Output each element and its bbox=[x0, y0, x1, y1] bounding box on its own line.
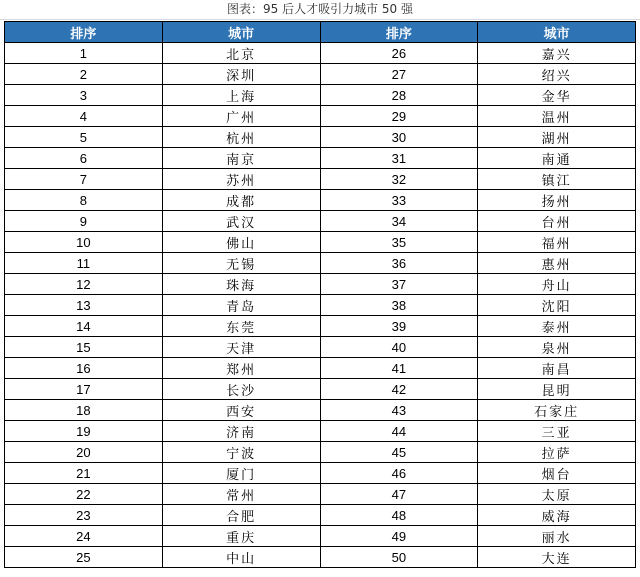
table-row bbox=[5, 295, 636, 316]
rank-cell: 41 bbox=[320, 358, 478, 379]
city-cell: 南昌 bbox=[478, 358, 636, 379]
rank-cell: 4 bbox=[5, 106, 163, 127]
rank-cell: 39 bbox=[320, 316, 478, 337]
city-cell: 杭州 bbox=[162, 127, 320, 148]
rank-cell: 43 bbox=[320, 400, 478, 421]
table-row bbox=[5, 253, 636, 274]
rank-cell: 17 bbox=[5, 379, 163, 400]
city-cell: 惠州 bbox=[478, 253, 636, 274]
table-row bbox=[5, 64, 636, 85]
rank-cell: 7 bbox=[5, 169, 163, 190]
rank-cell: 47 bbox=[320, 484, 478, 505]
rank-cell: 2 bbox=[5, 64, 163, 85]
table-row bbox=[5, 463, 636, 484]
table-body bbox=[5, 43, 636, 568]
city-cell: 泉州 bbox=[478, 337, 636, 358]
rank-cell: 34 bbox=[320, 211, 478, 232]
table-row bbox=[5, 106, 636, 127]
rank-cell: 22 bbox=[5, 484, 163, 505]
city-cell: 嘉兴 bbox=[478, 43, 636, 64]
rank-cell: 20 bbox=[5, 442, 163, 463]
rank-cell: 50 bbox=[320, 547, 478, 568]
table-row bbox=[5, 127, 636, 148]
rank-cell: 33 bbox=[320, 190, 478, 211]
rank-cell: 16 bbox=[5, 358, 163, 379]
rank-cell: 29 bbox=[320, 106, 478, 127]
rank-cell: 49 bbox=[320, 526, 478, 547]
table-row bbox=[5, 190, 636, 211]
table-row bbox=[5, 526, 636, 547]
city-cell: 昆明 bbox=[478, 379, 636, 400]
city-cell: 烟台 bbox=[478, 463, 636, 484]
city-cell: 常州 bbox=[162, 484, 320, 505]
city-cell: 舟山 bbox=[478, 274, 636, 295]
table-row bbox=[5, 379, 636, 400]
city-cell: 长沙 bbox=[162, 379, 320, 400]
table-row bbox=[5, 400, 636, 421]
table-caption: 图表：95 后人才吸引力城市 50 强 bbox=[0, 0, 640, 20]
city-cell: 无锡 bbox=[162, 253, 320, 274]
city-cell: 成都 bbox=[162, 190, 320, 211]
city-cell: 苏州 bbox=[162, 169, 320, 190]
rank-cell: 18 bbox=[5, 400, 163, 421]
rank-cell: 44 bbox=[320, 421, 478, 442]
rank-cell: 42 bbox=[320, 379, 478, 400]
rank-cell: 32 bbox=[320, 169, 478, 190]
city-cell: 拉萨 bbox=[478, 442, 636, 463]
city-cell: 湖州 bbox=[478, 127, 636, 148]
table-row bbox=[5, 43, 636, 64]
table-row bbox=[5, 211, 636, 232]
rank-cell: 46 bbox=[320, 463, 478, 484]
rank-cell: 21 bbox=[5, 463, 163, 484]
rank-cell: 6 bbox=[5, 148, 163, 169]
city-cell: 南京 bbox=[162, 148, 320, 169]
city-cell: 北京 bbox=[162, 43, 320, 64]
city-cell: 大连 bbox=[478, 547, 636, 568]
rank-cell: 15 bbox=[5, 337, 163, 358]
city-cell: 上海 bbox=[162, 85, 320, 106]
city-cell: 威海 bbox=[478, 505, 636, 526]
rank-cell: 13 bbox=[5, 295, 163, 316]
rank-cell: 40 bbox=[320, 337, 478, 358]
city-cell: 济南 bbox=[162, 421, 320, 442]
header-rank-right: 排序 bbox=[320, 22, 478, 43]
city-cell: 合肥 bbox=[162, 505, 320, 526]
city-cell: 石家庄 bbox=[478, 400, 636, 421]
rank-cell: 1 bbox=[5, 43, 163, 64]
rank-cell: 24 bbox=[5, 526, 163, 547]
city-cell: 西安 bbox=[162, 400, 320, 421]
rank-cell: 37 bbox=[320, 274, 478, 295]
table-row bbox=[5, 316, 636, 337]
rank-cell: 25 bbox=[5, 547, 163, 568]
city-cell: 重庆 bbox=[162, 526, 320, 547]
city-cell: 青岛 bbox=[162, 295, 320, 316]
table-header bbox=[5, 22, 636, 43]
city-cell: 三亚 bbox=[478, 421, 636, 442]
city-cell: 中山 bbox=[162, 547, 320, 568]
table-row bbox=[5, 442, 636, 463]
city-cell: 台州 bbox=[478, 211, 636, 232]
table-row bbox=[5, 505, 636, 526]
header-city-left: 城市 bbox=[162, 22, 320, 43]
table-row bbox=[5, 547, 636, 568]
rank-cell: 19 bbox=[5, 421, 163, 442]
rank-cell: 31 bbox=[320, 148, 478, 169]
city-cell: 深圳 bbox=[162, 64, 320, 85]
city-cell: 丽水 bbox=[478, 526, 636, 547]
rank-cell: 8 bbox=[5, 190, 163, 211]
city-cell: 绍兴 bbox=[478, 64, 636, 85]
city-cell: 厦门 bbox=[162, 463, 320, 484]
city-cell: 金华 bbox=[478, 85, 636, 106]
city-cell: 东莞 bbox=[162, 316, 320, 337]
header-rank-left: 排序 bbox=[5, 22, 163, 43]
rank-cell: 38 bbox=[320, 295, 478, 316]
table-row bbox=[5, 148, 636, 169]
rank-cell: 26 bbox=[320, 43, 478, 64]
city-cell: 沈阳 bbox=[478, 295, 636, 316]
table-row bbox=[5, 484, 636, 505]
city-cell: 珠海 bbox=[162, 274, 320, 295]
rank-cell: 36 bbox=[320, 253, 478, 274]
table-row bbox=[5, 232, 636, 253]
city-cell: 广州 bbox=[162, 106, 320, 127]
city-cell: 泰州 bbox=[478, 316, 636, 337]
table-row bbox=[5, 421, 636, 442]
rank-cell: 27 bbox=[320, 64, 478, 85]
rank-cell: 45 bbox=[320, 442, 478, 463]
rank-cell: 48 bbox=[320, 505, 478, 526]
city-ranking-table bbox=[4, 21, 636, 568]
rank-cell: 30 bbox=[320, 127, 478, 148]
rank-cell: 11 bbox=[5, 253, 163, 274]
rank-cell: 28 bbox=[320, 85, 478, 106]
city-cell: 宁波 bbox=[162, 442, 320, 463]
city-cell: 福州 bbox=[478, 232, 636, 253]
rank-cell: 23 bbox=[5, 505, 163, 526]
table-row bbox=[5, 85, 636, 106]
city-cell: 佛山 bbox=[162, 232, 320, 253]
city-cell: 天津 bbox=[162, 337, 320, 358]
rank-cell: 9 bbox=[5, 211, 163, 232]
city-cell: 郑州 bbox=[162, 358, 320, 379]
rank-cell: 3 bbox=[5, 85, 163, 106]
city-cell: 扬州 bbox=[478, 190, 636, 211]
city-cell: 南通 bbox=[478, 148, 636, 169]
table-row bbox=[5, 169, 636, 190]
rank-cell: 5 bbox=[5, 127, 163, 148]
city-cell: 镇江 bbox=[478, 169, 636, 190]
city-cell: 温州 bbox=[478, 106, 636, 127]
header-city-right: 城市 bbox=[478, 22, 636, 43]
header-row bbox=[5, 22, 636, 43]
rank-cell: 14 bbox=[5, 316, 163, 337]
city-cell: 武汉 bbox=[162, 211, 320, 232]
rank-cell: 35 bbox=[320, 232, 478, 253]
table-row bbox=[5, 274, 636, 295]
rank-cell: 10 bbox=[5, 232, 163, 253]
rank-cell: 12 bbox=[5, 274, 163, 295]
table-row bbox=[5, 337, 636, 358]
city-cell: 太原 bbox=[478, 484, 636, 505]
table-row bbox=[5, 358, 636, 379]
